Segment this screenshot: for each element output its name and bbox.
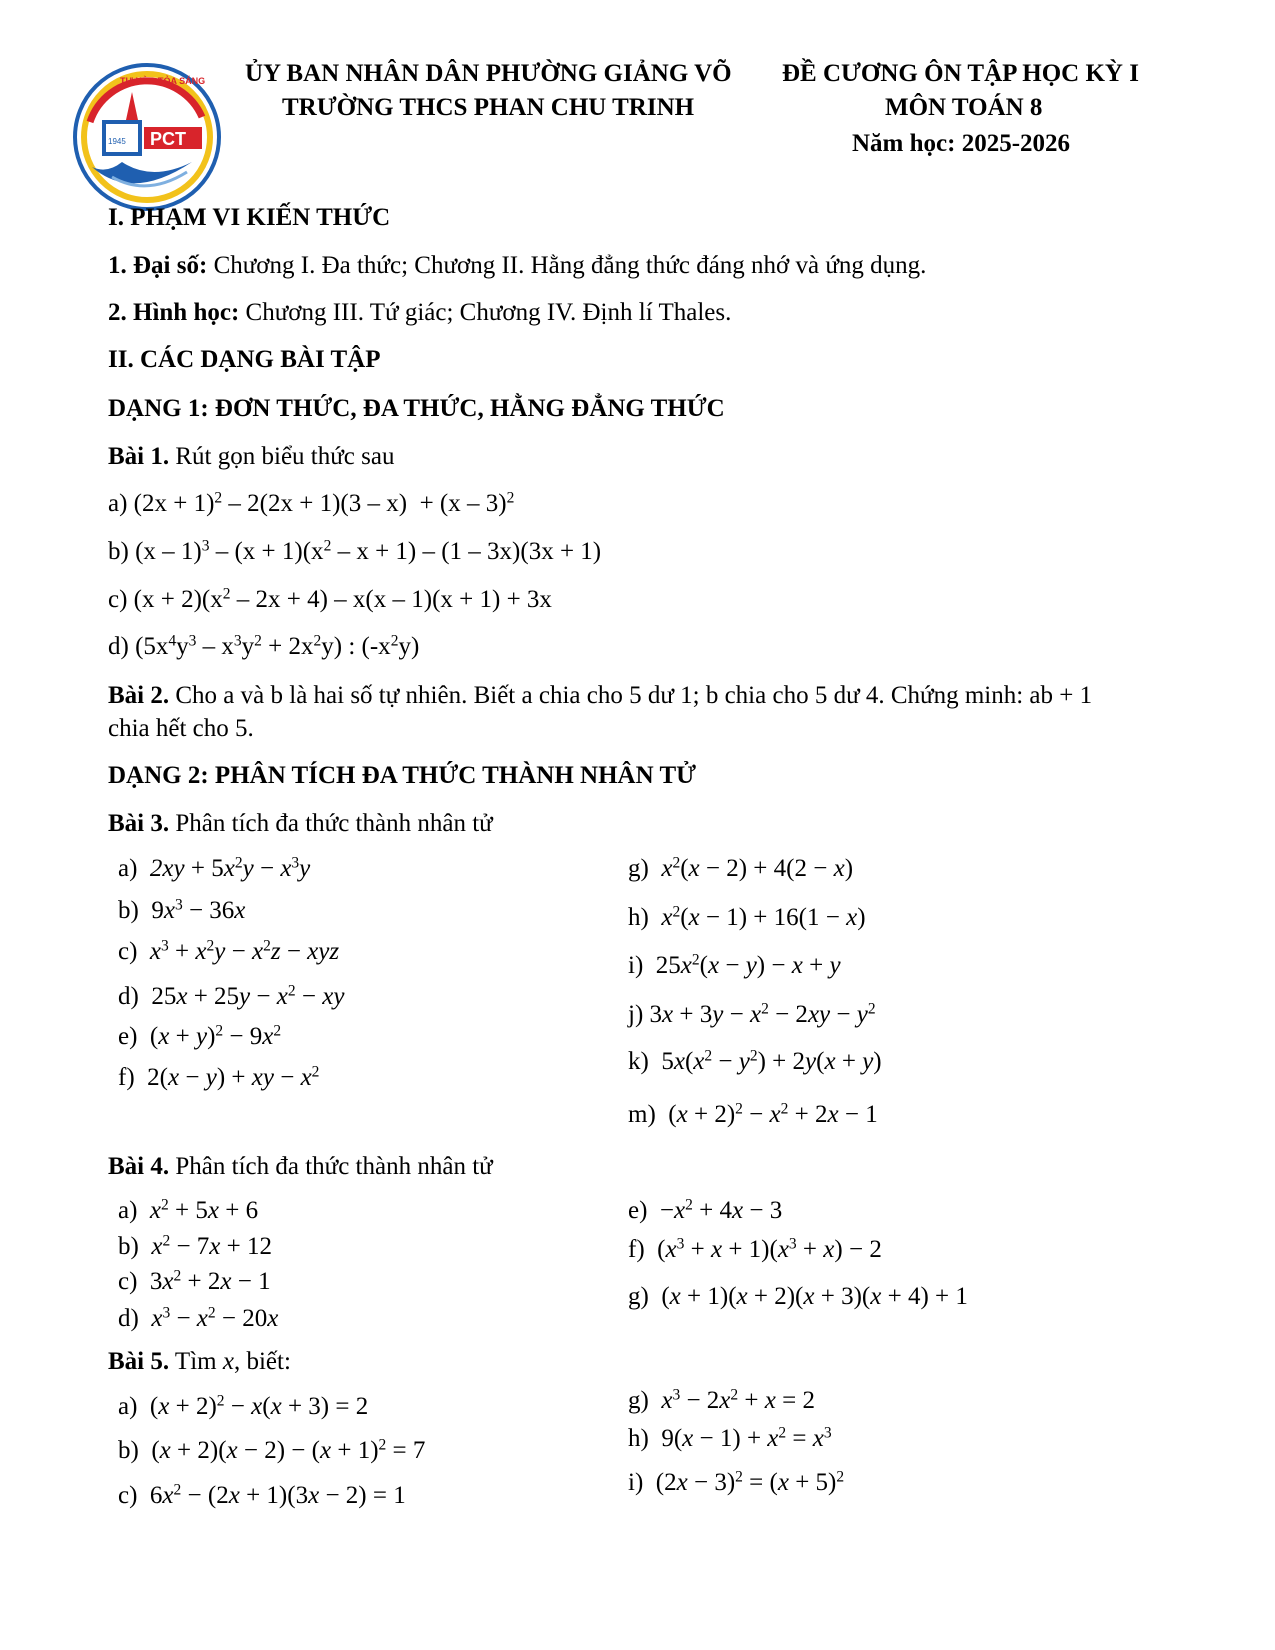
bai1-heading: [108, 443, 394, 471]
bai3-text: Phân tích đa thức thành nhân tử: [169, 810, 493, 837]
dang1-title: DẠNG 1: ĐƠN THỨC, ĐA THỨC, HẰNG ĐẲNG THỨC: [108, 395, 725, 422]
bai1-item-b: b) $(x - 1)^3 - (x + 1)(x^2 - x + 1) - (1 - 3x)(3x + 1)$: [108, 537, 602, 565]
dang2-title: DẠNG 2: PHÂN TÍCH ĐA THỨC THÀNH NHÂN TỬ: [108, 762, 697, 789]
bai3-item-c: c) $x^3 + x^2y - x^2z$ − xyz: [118, 937, 340, 965]
header-subject: MÔN TOÁN 8: [885, 94, 1043, 121]
bai3-label: Bài 3.: [108, 810, 170, 837]
bai3-item-b: b) $9x^3 - 36x$: [118, 896, 246, 924]
bai4-item-e: $e) -x^2 + 4x - 3$: [628, 1196, 783, 1224]
bai4-text: Phân tích đa thức thành nhân tử: [169, 1153, 493, 1180]
bai3-item-i: i) $25x^2(x - y) - x + y$: [628, 951, 841, 979]
bai5-item-c: c) $6x^2 - (2x + 1)(3x - 2) = 1$: [118, 1481, 406, 1509]
algebra-text: Chương I. Đa thức; Chương II. Hằng đẳng thức đáng nhớ và ứng dụng.: [207, 252, 927, 279]
bai1-item-c: c) $(x + 2)(x^2 - 2x + 4) - x(x - 1)(x + 1) + 3x$: [108, 585, 552, 613]
svg-text:PCT: PCT: [150, 129, 186, 149]
bai5-heading: [108, 1348, 291, 1376]
bai2-label: Bài 2.: [108, 682, 170, 709]
svg-text:1945: 1945: [108, 137, 126, 146]
algebra-label: 1. Đại số:: [108, 252, 208, 279]
bai3-item-f: f) 2(x − y) + xy − $x^2$: [118, 1063, 320, 1091]
geometry-text: Chương III. Tứ giác; Chương IV. Định lí Thales.: [239, 299, 732, 326]
bai1-label: Bài 1.: [108, 443, 170, 470]
header-school: TRƯỜNG THCS PHAN CHU TRINH: [282, 94, 695, 121]
bai3-item-e: e) $(x + y)^2 - 9x^2$: [118, 1022, 282, 1050]
scope-algebra: [108, 252, 926, 280]
bai3-item-g: g) $x^2(x - 2) + 4(2 - x)$: [628, 854, 854, 882]
bai5-item-h: h) $9(x - 1) + x^2 = x^3$: [628, 1424, 832, 1452]
bai2-text1: Cho a và b là hai số tự nhiên. Biết a chia cho 5 dư 1; b chia cho 5 dư 4. Chứng minh: ab + 1: [169, 682, 1093, 709]
bai3-item-m: m) $(x + 2)^2 - x^2 + 2x - 1$: [628, 1100, 878, 1128]
section-title-scope: I. PHẠM VI KIẾN THỨC: [108, 204, 391, 231]
bai3-heading: [108, 810, 493, 838]
bai1-item-a: a) $(2x + 1)^2 - 2(2x + 1)(3 - x) + (x - 3)^2$: [108, 489, 515, 517]
bai2-line1: [108, 682, 1092, 710]
bai4-item-g: g) (x + 1)(x + 2)(x + 3)(x + 4) + 1: [628, 1283, 968, 1310]
header-authority: ỦY BAN NHÂN DÂN PHƯỜNG GIẢNG VÕ: [245, 60, 732, 87]
bai3-item-h: h) $x^2(x - 1) + 16(1 - x)$: [628, 903, 866, 931]
bai5-label: Bài 5.: [108, 1348, 170, 1375]
bai5-item-i: i) $(2x - 3)^2 = (x + 5)^2$: [628, 1468, 845, 1496]
bai4-label: Bài 4.: [108, 1153, 170, 1180]
bai4-item-f: f) $(x^3 + x + 1)(x^3 + x) - 2$: [628, 1235, 882, 1263]
header-school-year: Năm học: 2025-2026: [852, 130, 1071, 157]
bai3-item-d: d) $25x + 25y - x^2$ − xy: [118, 982, 345, 1010]
bai5-item-b: b) $(x + 2)(x - 2) - (x + 1)^2 = 7$: [118, 1436, 426, 1464]
bai4-item-a: a) $x^2 + 5x + 6$: [118, 1196, 259, 1224]
bai5-text-pre: Tìm: [169, 1348, 223, 1375]
header-doc-title: ĐỀ CƯƠNG ÔN TẬP HỌC KỲ I: [782, 60, 1139, 87]
bai3-item-k: k) $5x(x^2 - y^2) + 2y(x + y)$: [628, 1047, 882, 1075]
bai4-item-c: c) $3x^2 + 2x - 1$: [118, 1267, 271, 1295]
bai1-item-d: d) $(5x^4y^3 - x^3y^2 + 2x^2y)$ : $(-x^2y)$: [108, 632, 420, 660]
bai3-item-a: a) $2xy + 5x^2y - x^3y$: [118, 854, 311, 882]
scope-geometry: [108, 299, 731, 327]
svg-text:TỰ HÀO TỎA SÁNG: TỰ HÀO TỎA SÁNG: [120, 76, 206, 86]
bai2-line2: chia hết cho 5.: [108, 715, 254, 742]
bai4-item-d: d) $x^3 - x^2 - 20x$: [118, 1304, 279, 1332]
bai5-item-g: g) $x^3 - 2x^2 + x = 2$: [628, 1386, 815, 1414]
bai5-text-post: , biết:: [233, 1348, 291, 1375]
bai5-item-a: a) $(x + 2)^2 - x(x + 3) = 2$: [118, 1392, 369, 1420]
section-title-exercises: II. CÁC DẠNG BÀI TẬP: [108, 346, 381, 373]
bai1-text: Rút gọn biểu thức sau: [169, 443, 395, 470]
bai4-heading: [108, 1153, 493, 1181]
bai5-var: x: [222, 1348, 234, 1375]
bai4-item-b: b) $x^2 - 7x + 12$: [118, 1232, 273, 1260]
geometry-label: 2. Hình học:: [108, 299, 240, 326]
bai3-item-j: j) $3x + 3y - x^2 - 2xy - y^2$: [628, 1000, 876, 1028]
school-logo: [72, 62, 222, 212]
